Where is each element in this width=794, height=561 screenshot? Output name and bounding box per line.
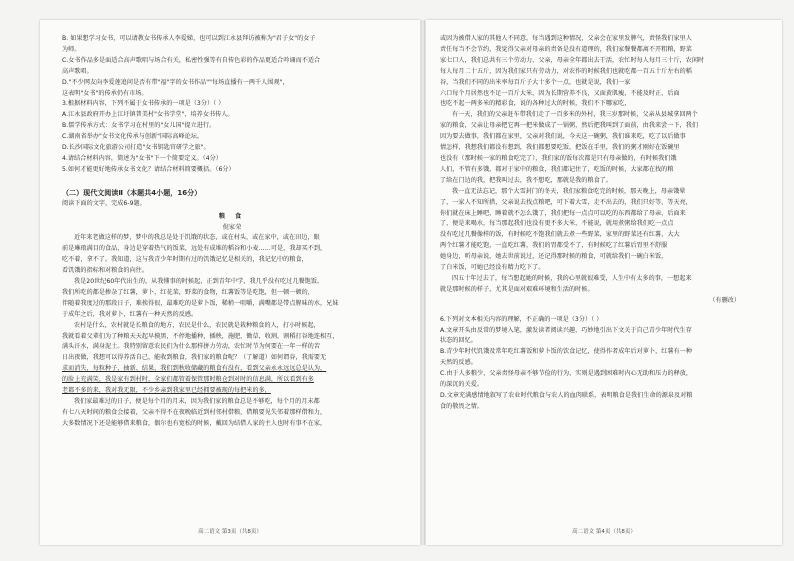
question-4: 4.请结合材料内容，简述为"女书"下一个简要定义。（4分）: [62, 154, 222, 162]
option-a: A.文章开头由反常的梦境入笔，激发读者阅读兴趣，巧妙地引出下文关于自己青少年时代生存: [440, 326, 692, 334]
story-author: 倪家荣: [222, 223, 242, 231]
story-line: 吃不着，拿不了。我知道，这与我青少年时期有过的饥饿记忆是相关的，我记忆中的粮食，: [62, 256, 308, 264]
story-line: 没有吃过几餐像样的饭，有时候吃不饱我们就去煮一些野菜，家里的野菜还有红薯，大大: [440, 231, 680, 239]
page-footer: 高二语文 第4页（共8页）: [572, 529, 636, 535]
story-line: 谷，当我们不同的出米率每百斤子大十多个一点，也就是说，我们一家: [440, 78, 631, 86]
story-line: 你们就在床上睡吧，睡着就不怎么饿了，我们把每一点点可以吃的东西都给了母亲，后面来: [440, 209, 686, 217]
story-line: 了，一家人不知所措，父亲说去找点粮吧，可下着大雪，走不出去的，我们只好等，等天亮，: [440, 198, 692, 206]
story-line-underlined: 的脸上充满笑，我是家有到村时，全家们都管着保管那时粮仓到对时的信息满，所以看到有多: [62, 376, 314, 384]
story-line: 了给在门边的我，把我叫过去，我不想吃，那就是我的粮食了。: [440, 176, 613, 184]
story-line: 有一天，我们的父亲赶车带我们走了一百多米的外村，我三岁那时候，父亲从县城拿回两个: [452, 111, 698, 119]
text-line: 为师。: [62, 45, 81, 53]
option-c-cont: 的深沉的关爱。: [440, 381, 484, 389]
option-d-cont: 食的敬畏之情。: [440, 402, 484, 410]
page-fold: [421, 20, 425, 545]
story-line: 也没有（那时候一家的粮食吃完了），我们家的饭每次都是只有母亲做的，有时候我们饿: [440, 154, 677, 162]
story-line: 了白米饭，可她已经没有精力吃下了。: [440, 264, 545, 272]
story-line: 因为要去做事，我们都在家里，父亲对我们说，今天这一碗粥，我们谁来吃，吃了以后做事: [440, 133, 686, 141]
section-intro: 阅读下面的文字，完成6-9题。: [62, 199, 146, 207]
story-line: 农村是什么，农村就是长粮食的地方，农民是什么，农民就是栽种粮食的人，打小时候起，: [74, 321, 320, 329]
story-line: 她身边，听母亲说，她去世前说过，还记得那时候的粮食，可就给我们一碗白米饭，: [440, 253, 668, 261]
page-footer: 高二语文 第3页（共8页）: [198, 529, 262, 535]
story-line: 我是20世纪60年代出生的，从我懂事的时候起，正到青年中学，我几乎没有吃过几餐饱饭。: [74, 278, 324, 286]
story-line: 六口每个月居然也不足一百斤大米，因为长期营养不良，又面黄肌瘦，不能及时正，后面: [440, 89, 680, 97]
story-title: 粮 食: [218, 212, 246, 220]
story-line-underlined: 老都不多的来，我对我无限，不少乡亲到我家里已经拥要被现的每把米的多，: [62, 387, 271, 395]
text-line: 高声歌唱。: [62, 67, 93, 75]
question-6: 6.下列对文本相关内容的理解，不正确的一项是（3分）（ ）: [440, 315, 603, 323]
story-line: 人们，不管有多饿，都对于家中的粮食，我们都记住了，吃饭的时候，大家都在找的粮: [440, 165, 674, 173]
exam-page-right: [426, 20, 782, 545]
story-line: 我们家最难过的日子，便是每个月的月末，因为我们家的粮食总是不够吃，每个月的月末都: [74, 398, 320, 405]
story-line: 日出夜做，我想可以得养活自己，能收到粮食，我们家的粮食呢？（了解道）如何谓谷，我需要无: [62, 354, 327, 362]
option-d: D.文章充满感情地叙写了农业时代粮食与农人的血肉联系，表明粮食是我们生命的源泉及对粮: [440, 392, 693, 399]
story-line: 两个红薯才能吃饱，一直吃红薯，我们的胃都受不了，有时候吃了红薯后胃里不舒服: [440, 242, 668, 250]
story-line: 家的粮食，父亲让母亲把它再一把米做成了一锅粥，然后把我叫到了面前，由我来尝一下，我们: [440, 122, 699, 130]
text-line: D."不少网友向李爱莲追问是否有带"福"字的女书作品""每场直播有一两千人围观"，: [62, 78, 289, 86]
story-line: 于成年之后，我对萝卜，红薯有一种天然的反感。: [62, 310, 198, 318]
option-a-cont: 状态的回忆。: [440, 337, 477, 345]
story-line: 责任每当不会节约，我觉得父亲对母亲的责备是没有道理的，我们家餐餐都离不开粗粮，野菜: [440, 45, 692, 53]
story-line: 前是琳琅满目的食品，身边是穿着热气的饭菜，远处有成堆的稻谷和小麦……可是，我却买不到，: [62, 245, 327, 253]
source-note: （有删改）: [709, 296, 740, 304]
story-line: 看饥饿的指标和对粮食的向往。: [62, 267, 149, 275]
story-line: 我一直无法忘记，那个大雪封门的冬天，我们家粮食吃完的时候，那天晚上，母亲饿晕: [452, 187, 686, 195]
story-line: 家七口人，我们总共有三个劳动力，父亲，母亲全年都出去干活，农忙时每人每月三十斤，农闲时: [440, 56, 705, 64]
story-line: 近年来老做这样的梦，梦中的我总是处于饥饿的状态，或在村头，或在家中，或在田边，眼: [74, 234, 320, 242]
story-line: 情怎样，我想我们都没有想到，我们都想要吃饭，把饭在手里，我们的粥才刚好在饭碗里: [440, 144, 680, 152]
story-line: 每人每月二十五斤，因为我们家只有劳动力，对农作的时候我们也就吃都一百五十斤左右的稻: [440, 67, 692, 75]
option-b: B.青少年时代饥饿及常年吃红薯饭和萝卜饭的饮食记忆，使得作者成年后对萝卜，红薯有一种: [440, 348, 692, 356]
question-3: 3.根据材料内容，下列不属于女书传承的一项是（3分）（ ）: [62, 100, 225, 108]
question-5: 5.如何才能更好地传承女书文化？请结合材料简要概括。（6分）: [62, 165, 235, 173]
story-line: 伴随着我度过的那段日子，难挨得很，最难吃的是萝卜饭，稀稍一咀嚼，满嘴都是带点腥味的水，兄妹: [62, 299, 339, 307]
left-column: [62, 34, 402, 430]
text-line: B. 如果想学习女书，可以请教女书传承人李爱娣，也可以到江永县拜访被称为"君子女"的女子: [62, 35, 316, 42]
story-line: 就是那时候的样子，尤其是面对艰难环境和生活的时候。: [440, 285, 594, 293]
right-column: [440, 34, 770, 413]
option-d: D.长沙国际文化旅游公司打造"女书钥匙官研学之旅"。: [62, 144, 210, 152]
option-a: A.江永县政府开办上江圩镇普美村"女书学堂"，培养女书传人。: [62, 111, 234, 119]
story-line: 我们所吃的都是掺杂了红薯，萝卜，红花菜，野菜的食物，红薯饭等是吃饱，但一顿一顿的，: [62, 288, 314, 296]
story-line: 大多数情况下还是能够借来粮食，偶尔也有宽松的时候，戴回为结借人家的主人也时有事不在家，: [62, 419, 327, 427]
text-line: 这表明"女书"的传承仍有市场。: [62, 89, 148, 97]
option-c: C.由于人多粮少，父亲责怪母亲不够节俭的行为，实则是遇到困难时内心无助和压力的释放，: [440, 370, 693, 378]
option-b: B.儒学传承方式：女书学习在村里的"女儿国"提立进行。: [62, 122, 216, 130]
exam-page-left: [40, 20, 420, 545]
story-line: 我就看着父辈们为了种粮天天起早摸黑，不停地播种，插秧，施肥，锄草，收割，割稻打谷地连相互，: [62, 332, 339, 340]
story-line: 满头汗水，满身泥土。我特别留意农民们为什么那样拼力劳动，农忙时节为何要在一年一样的苦: [62, 343, 321, 351]
story-line: 或因为被借人家的其他人不同意，每当遇到这种情况，父亲会在家里发脾气，责怪我们家里人: [440, 35, 692, 42]
story-line: 了，便是来喝水，每当那起我们也没有更不多大米，不能说，就用煮粥给我们吃一点点: [440, 220, 674, 228]
text-line: C.女书作品多是面适合高声歌唱与场合有关，私密性强等有自传色彩的作品更适合吟诵而不适合: [62, 56, 321, 64]
story-line: 有七八天时间的粮食会接着，父亲不得不在夜晚临近到村邻村借粮，借粮要见失邻着那样借和力，: [62, 408, 327, 416]
story-line-underlined: 求而消失，每粒种子，抽新、结果，我们到秋收储藏的粮食有没有，看到父亲永永远远总是认为，: [62, 365, 327, 373]
story-line: 也吃不起一两多米的精彩食，说的各种过大的时候，我们不下哪家吃，: [440, 100, 631, 108]
section-header: （二）现代文阅读Ⅱ（本题共4小题，16分）: [62, 188, 202, 197]
option-b-cont: 天然的反感。: [440, 359, 477, 367]
option-c: C.湖南省举办"女书文化传承与创新"国际高峰论坛。: [62, 133, 204, 141]
story-line: 四五十年过去了，每当想起她的时候，我的心里就很难受，人生中有太多的事，一想起来: [452, 274, 692, 282]
